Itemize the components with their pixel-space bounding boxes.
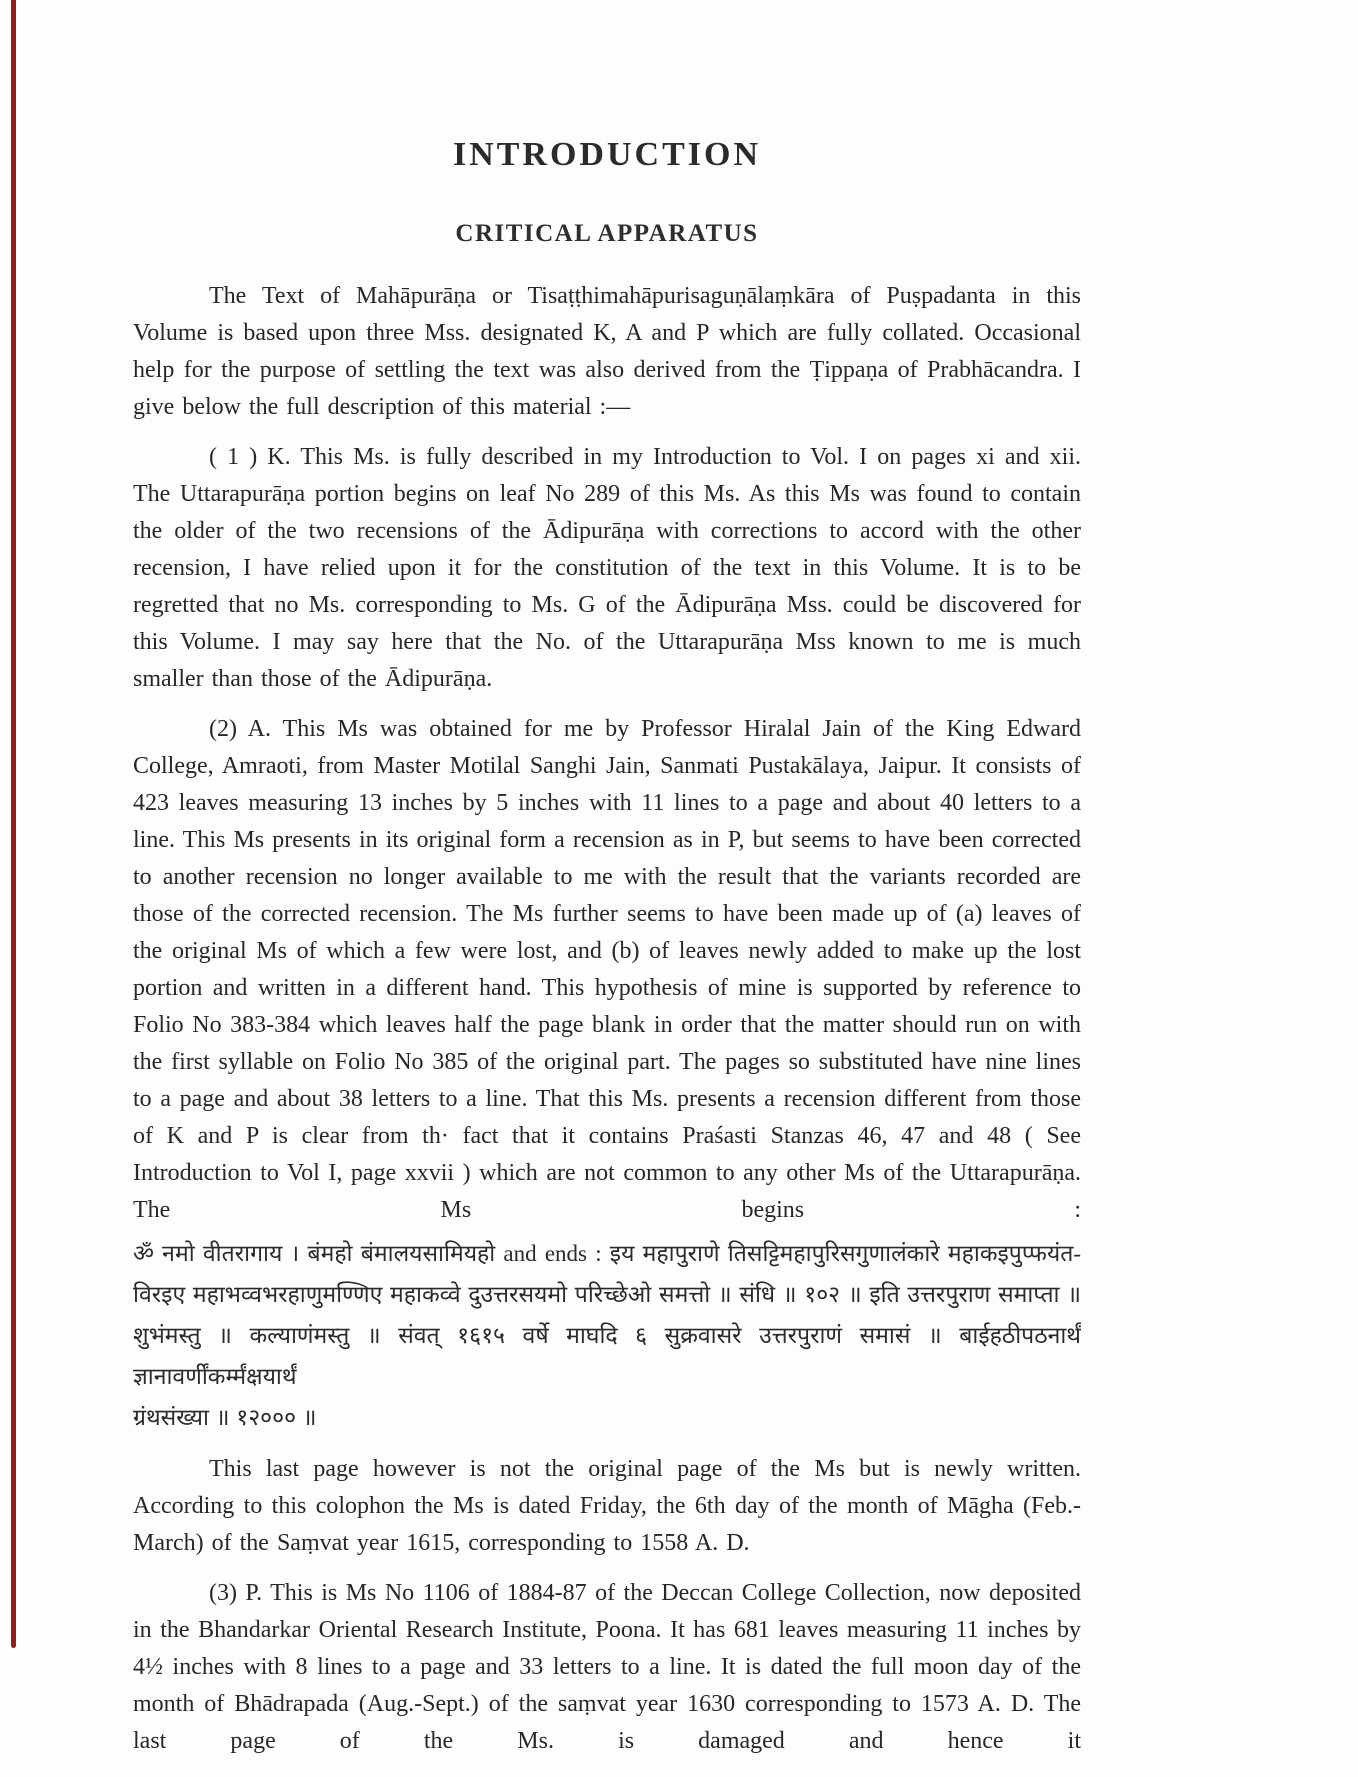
colophon-line: ॐ नमो वीतरागाय । बंमहो बंमालयसामियहो and ends : इय महापुराणे तिसट्टिमहापुरिसगुणालंकारे महाकइपुप्फयंत- (133, 1241, 1081, 1266)
colophon-line: शुभंमस्तु ॥ कल्याणंमस्तु ॥ संवत् १६१५ वर्षे माघदि ६ सुक्रवासरे उत्तरपुराणं समासं ॥ बाईहठीपठनार्थं ज्ञानावर्णींकर्म्मंक्षयार्थं (133, 1323, 1081, 1389)
paragraph-ms-a: (2) A. This Ms was obtained for me by Professor Hiralal Jain of the King Edward College, Amraoti, from Master Motilal Sanghi Jain, Sanmati Pustakālaya, Jaipur. It consists of 423 leaves measuring 13 inches by 5 inches with 11 lines to a page and about 40 letters to a line. This Ms presents in its original form a recension as in P, but seems to have been corrected to another recension no longer available to me with the result that the variants recorded are those of the corrected recension. The Ms further seems to have been made up of (a) leaves of the original Ms of which a few were lost, and (b) of leaves newly added to make up the lost portion and written in a different hand. This hypothesis of mine is supported by reference to Folio No 383-384 which leaves half the page blank in order that the matter should run on with the first syllable on Folio No 385 of the original part. The pages so substituted have nine lines to a page and about 38 letters to a line. That this Ms. presents a recension different from those of K and P is clear from th· fact that it contains Praśasti Stanzas 46, 47 and 48 ( See Introduction to Vol I, page xxvii ) which are not common to any other Ms of the Uttarapurāṇa. The Ms begins : (133, 716, 1081, 1223)
paragraph-ms-k: ( 1 ) K. This Ms. is fully described in my Introduction to Vol. I on pages xi and xii. The Uttarapurāṇa portion begins on leaf No 289 of this Ms. As this Ms was found to contain the older of the two recensions of the Ādipurāṇa with corrections to accord with the other recension, I have relied upon it for the constitution of the text in this Volume. It is to be regretted that no Ms. corresponding to Ms. G of the Ādipurāṇa Mss. could be discovered for this Volume. I may say here that the No. of the Uttarapurāṇa Mss known to me is much smaller than those of the Ādipurāṇa. (133, 444, 1081, 692)
paragraph-last-page: This last page however is not the original page of the Ms but is newly written. According to this colophon the Ms is dated Friday, the 6th day of the month of Māgha (Feb.-March) of the Saṃvat year 1615, corresponding to 1558 A. D. (133, 1456, 1081, 1556)
colophon-line: विरइए महाभव्वभरहाणुमण्णिए महाकव्वे दुउत्तरसयमो परिच्छेओ समत्तो ॥ संधि ॥ १०२ ॥ इति उत्तरपुराण समाप्ता ॥ (133, 1282, 1081, 1307)
section-heading: CRITICAL APPARATUS (455, 220, 759, 247)
colophon-line: ग्रंथसंख्या ॥ १२००० ॥ (133, 1405, 317, 1430)
red-binding-edge-line (11, 0, 16, 1648)
devanagari-colophon (133, 1233, 1081, 1438)
page-title: INTRODUCTION (452, 136, 762, 173)
text-column (133, 0, 1081, 1760)
paragraph-intro: The Text of Mahāpurāṇa or Tisaṭṭhimahāpurisaguṇālaṃkāra of Puṣpadanta in this Volume is based upon three Mss. designated K, A and P which are fully collated. Occasional help for the purpose of settling the text was also derived from the Ṭippaṇa of Prabhācandra. I give below the full description of this material :— (133, 283, 1081, 420)
paragraph-ms-p: (3) P. This is Ms No 1106 of 1884-87 of the Deccan College Collection, now deposited in the Bhandarkar Oriental Research Institute, Poona. It has 681 leaves measuring 11 inches by 4½ inches with 8 lines to a page and 33 letters to a line. It is dated the full moon day of the month of Bhādrapada (Aug.-Sept.) of the saṃvat year 1630 corresponding to 1573 A. D. The last page of the Ms. is damaged and hence it (133, 1580, 1081, 1754)
